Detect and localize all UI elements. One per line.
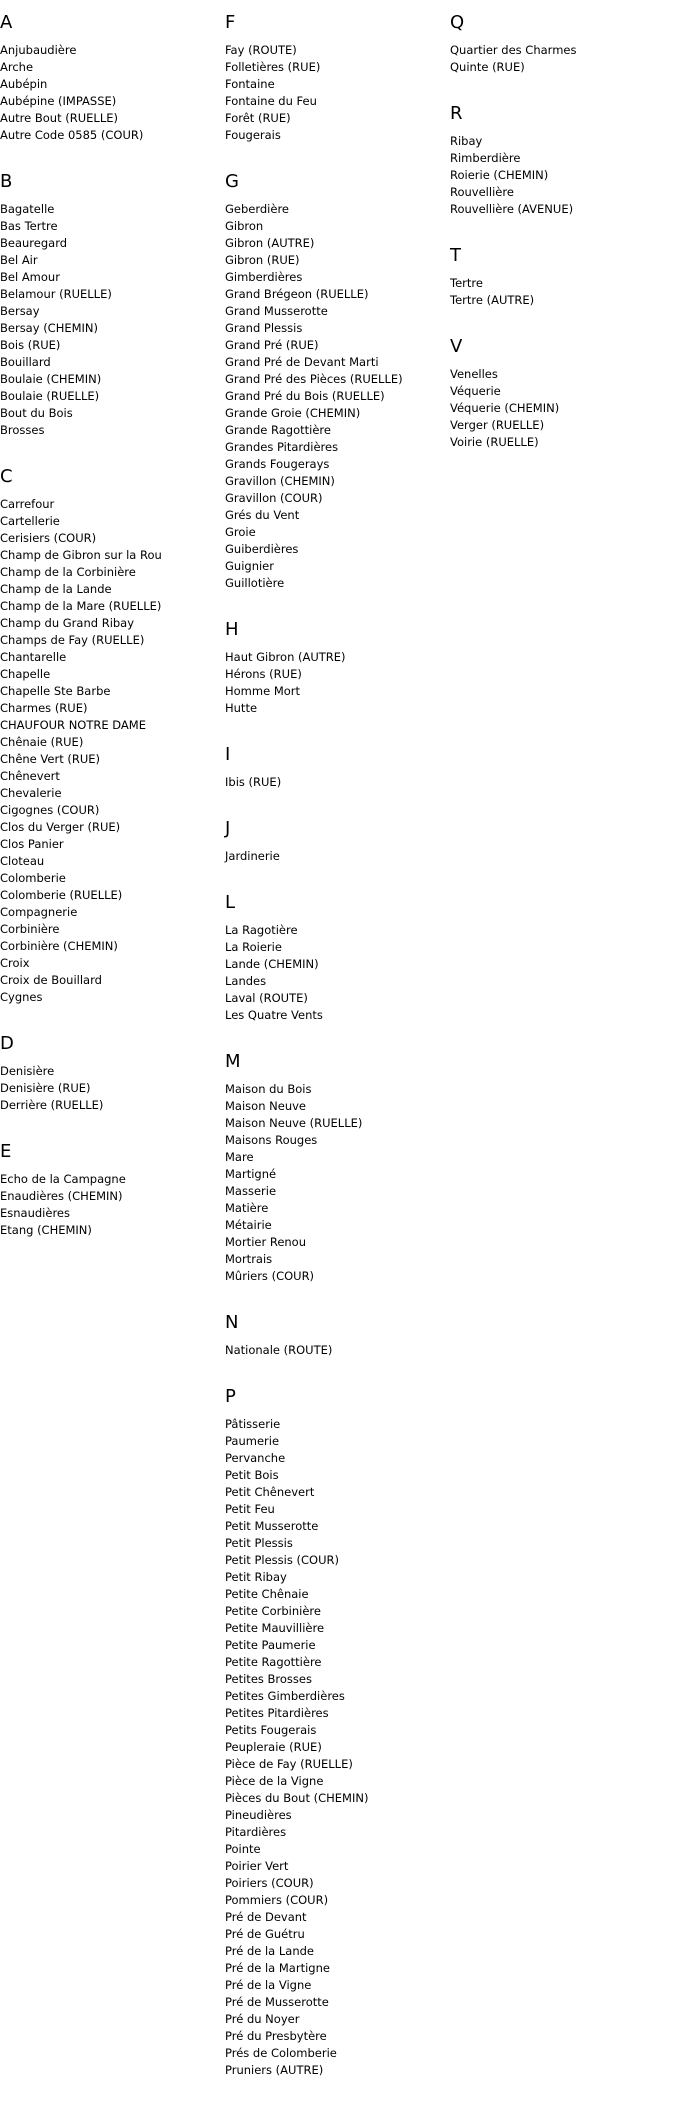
street-column-3 (450, 12, 668, 478)
street-link[interactable]: Colomberie (0, 871, 66, 885)
street-link[interactable]: Fougerais (225, 128, 281, 142)
letter-section-g (225, 171, 443, 592)
letter-heading: A (0, 12, 13, 33)
street-link[interactable]: Nationale (ROUTE) (225, 1343, 333, 1357)
letter-heading: J (225, 818, 231, 839)
street-link[interactable]: Venelles (450, 367, 498, 381)
letter-heading: R (450, 103, 463, 124)
street-link[interactable]: Mûriers (COUR) (225, 1269, 315, 1283)
street-link[interactable]: Pré de Guétru (225, 1927, 305, 1941)
street-link[interactable]: Pré du Noyer (225, 2012, 300, 2026)
street-link[interactable]: Grés du Vent (225, 508, 300, 522)
street-link[interactable]: Jardinerie (225, 849, 280, 863)
street-link[interactable]: Anjubaudière (0, 43, 77, 57)
street-link[interactable]: Carrefour (0, 497, 55, 511)
street-link[interactable]: Bersay (0, 304, 40, 318)
letter-section-h (225, 619, 443, 717)
street-list (450, 366, 668, 451)
street-link[interactable]: Pâtisserie (225, 1417, 281, 1431)
street-link[interactable]: Martigné (225, 1167, 277, 1181)
letter-section-c (0, 466, 218, 1006)
street-link[interactable]: Petites Gimberdières (225, 1689, 345, 1703)
street-link[interactable]: Gibron (AUTRE) (225, 236, 315, 250)
street-link[interactable]: Grand Brégeon (RUELLE) (225, 287, 369, 301)
street-link[interactable]: Boulaie (CHEMIN) (0, 372, 102, 386)
letter-section-e (0, 1141, 218, 1239)
street-link[interactable]: Geberdière (225, 202, 290, 216)
street-link[interactable]: Poiriers (COUR) (225, 1876, 314, 1890)
street-link[interactable]: Maison Neuve (225, 1099, 306, 1113)
street-link[interactable]: Ibis (RUE) (225, 775, 282, 789)
street-link[interactable]: Gibron (RUE) (225, 253, 300, 267)
letter-section-q (450, 12, 668, 76)
street-link[interactable]: Aubépin (0, 77, 48, 91)
street-list (225, 1416, 443, 2079)
street-link[interactable]: Pervanche (225, 1451, 286, 1465)
street-link[interactable]: Denisière (0, 1064, 55, 1078)
street-link[interactable]: Grande Groie (CHEMIN) (225, 406, 361, 420)
street-link[interactable]: Champ du Grand Ribay (0, 616, 135, 630)
street-link[interactable]: Guillotière (225, 576, 285, 590)
street-link[interactable]: Petite Mauvillière (225, 1621, 325, 1635)
street-link[interactable]: Petite Chênaie (225, 1587, 309, 1601)
street-link[interactable]: Autre Bout (RUELLE) (0, 111, 118, 125)
street-link[interactable]: Pièces du Bout (CHEMIN) (225, 1791, 369, 1805)
street-link[interactable]: Petites Pitardières (225, 1706, 329, 1720)
street-list (0, 496, 218, 1006)
street-link[interactable]: Petit Musserotte (225, 1519, 319, 1533)
street-list (0, 1171, 218, 1239)
street-link[interactable]: Hérons (RUE) (225, 667, 302, 681)
street-link[interactable]: Grand Plessis (225, 321, 303, 335)
street-link[interactable]: Landes (225, 974, 267, 988)
street-link[interactable]: Echo de la Campagne (0, 1172, 126, 1186)
street-link[interactable]: Haut Gibron (AUTRE) (225, 650, 346, 664)
street-list (225, 922, 443, 1024)
street-link[interactable]: Véquerie (CHEMIN) (450, 401, 560, 415)
street-link[interactable]: Forêt (RUE) (225, 111, 291, 125)
street-column-2 (225, 12, 443, 2106)
street-link[interactable]: Les Quatre Vents (225, 1008, 323, 1022)
letter-heading: M (225, 1051, 241, 1072)
street-link[interactable]: Pièce de la Vigne (225, 1774, 324, 1788)
street-link[interactable]: Pineudières (225, 1808, 292, 1822)
street-link[interactable]: Colomberie (RUELLE) (0, 888, 123, 902)
street-link[interactable]: Petit Plessis (COUR) (225, 1553, 339, 1567)
street-link[interactable]: Hutte (225, 701, 258, 715)
street-link[interactable]: Bois (RUE) (0, 338, 61, 352)
street-link[interactable]: Champ de la Lande (0, 582, 112, 596)
letter-section-j (225, 818, 443, 865)
street-column-1 (0, 12, 218, 1266)
letter-heading: T (450, 245, 461, 266)
street-link[interactable]: Pruniers (AUTRE) (225, 2063, 324, 2077)
street-link[interactable]: Clos Panier (0, 837, 64, 851)
street-link[interactable]: Pommiers (COUR) (225, 1893, 329, 1907)
street-link[interactable]: Aubépine (IMPASSE) (0, 94, 117, 108)
street-list (225, 649, 443, 717)
street-link[interactable]: Grand Pré des Pièces (RUELLE) (225, 372, 403, 386)
street-link[interactable]: Derrière (RUELLE) (0, 1098, 104, 1112)
street-link[interactable]: Cerisiers (COUR) (0, 531, 97, 545)
street-link[interactable]: Quartier des Charmes (450, 43, 577, 57)
street-link[interactable]: Compagnerie (0, 905, 78, 919)
street-link[interactable]: Chevalerie (0, 786, 62, 800)
letter-heading: B (0, 171, 13, 192)
letter-heading: C (0, 466, 13, 487)
street-link[interactable]: Belamour (RUELLE) (0, 287, 112, 301)
letter-section-m (225, 1051, 443, 1285)
street-link[interactable]: Petite Corbinière (225, 1604, 321, 1618)
letter-heading: I (225, 744, 231, 765)
street-link[interactable]: Chapelle Ste Barbe (0, 684, 111, 698)
street-link[interactable]: Petit Plessis (225, 1536, 293, 1550)
letter-heading: L (225, 892, 236, 913)
street-link[interactable]: Pièce de Fay (RUELLE) (225, 1757, 353, 1771)
street-link[interactable]: Groie (225, 525, 256, 539)
street-link[interactable]: Mortier Renou (225, 1235, 307, 1249)
street-link[interactable]: Chêne Vert (RUE) (0, 752, 101, 766)
street-link[interactable]: Véquerie (450, 384, 501, 398)
letter-section-b (0, 171, 218, 439)
letter-section-l (225, 892, 443, 1024)
street-link[interactable]: Grande Ragottière (225, 423, 331, 437)
street-link[interactable]: Bel Air (0, 253, 38, 267)
street-link[interactable]: Folletières (RUE) (225, 60, 321, 74)
street-link[interactable]: Pré du Presbytère (225, 2029, 327, 2043)
street-list (225, 774, 443, 791)
street-link[interactable]: Bel Amour (0, 270, 60, 284)
street-link[interactable]: Maisons Rouges (225, 1133, 318, 1147)
street-link[interactable]: Prés de Colomberie (225, 2046, 337, 2060)
street-list (0, 42, 218, 144)
letter-section-t (450, 245, 668, 309)
street-link[interactable]: Petit Bois (225, 1468, 279, 1482)
street-list (0, 1063, 218, 1114)
street-link[interactable]: Cygnes (0, 990, 43, 1004)
street-link[interactable]: Charmes (RUE) (0, 701, 88, 715)
street-link[interactable]: Autre Code 0585 (COUR) (0, 128, 144, 142)
letter-heading: V (450, 336, 463, 357)
street-list (450, 133, 668, 218)
street-link[interactable]: Corbinière (0, 922, 60, 936)
letter-section-r (450, 103, 668, 218)
street-link[interactable]: Maison du Bois (225, 1082, 312, 1096)
street-link[interactable]: Gravillon (CHEMIN) (225, 474, 335, 488)
letter-section-p (225, 1386, 443, 2079)
street-link[interactable]: Petits Fougerais (225, 1723, 317, 1737)
street-link[interactable]: Grand Musserotte (225, 304, 328, 318)
letter-heading: P (225, 1386, 236, 1407)
letter-section-n (225, 1312, 443, 1359)
street-link[interactable]: Matière (225, 1201, 269, 1215)
street-link[interactable]: Ribay (450, 134, 483, 148)
street-link[interactable]: Rouvellière (AVENUE) (450, 202, 574, 216)
street-link[interactable]: Bouillard (0, 355, 51, 369)
street-list (225, 201, 443, 592)
street-list (225, 1081, 443, 1285)
street-link[interactable]: Pointe (225, 1842, 261, 1856)
street-link[interactable]: Poirier Vert (225, 1859, 289, 1873)
street-link[interactable]: Mare (225, 1150, 254, 1164)
street-link[interactable]: Pré de la Martigne (225, 1961, 330, 1975)
street-link[interactable]: Petite Ragottière (225, 1655, 322, 1669)
street-link[interactable]: Tertre (AUTRE) (450, 293, 535, 307)
street-link[interactable]: Chênevert (0, 769, 60, 783)
street-link[interactable]: Lande (CHEMIN) (225, 957, 319, 971)
street-link[interactable]: Grand Pré de Devant Marti (225, 355, 379, 369)
street-link[interactable]: Gibron (225, 219, 264, 233)
street-link[interactable]: Rimberdière (450, 151, 521, 165)
street-link[interactable]: Champs de Fay (RUELLE) (0, 633, 145, 647)
street-link[interactable]: Laval (ROUTE) (225, 991, 308, 1005)
street-link[interactable]: Corbinière (CHEMIN) (0, 939, 118, 953)
street-link[interactable]: Guignier (225, 559, 274, 573)
letter-heading: Q (450, 12, 465, 33)
street-link[interactable]: Gravillon (COUR) (225, 491, 323, 505)
street-list (225, 42, 443, 144)
letter-heading: E (0, 1141, 12, 1162)
street-link[interactable]: Champ de la Mare (RUELLE) (0, 599, 162, 613)
street-link[interactable]: La Roierie (225, 940, 282, 954)
street-link[interactable]: Champ de la Corbinière (0, 565, 136, 579)
letter-heading: D (0, 1033, 14, 1054)
letter-section-a (0, 12, 218, 144)
street-link[interactable]: Verger (RUELLE) (450, 418, 545, 432)
street-link[interactable]: Quinte (RUE) (450, 60, 525, 74)
street-link[interactable]: CHAUFOUR NOTRE DAME (0, 718, 146, 732)
street-link[interactable]: Cloteau (0, 854, 45, 868)
street-link[interactable]: Roierie (CHEMIN) (450, 168, 549, 182)
street-link[interactable]: Bas Tertre (0, 219, 58, 233)
street-link[interactable]: Chênaie (RUE) (0, 735, 84, 749)
street-link[interactable]: Beauregard (0, 236, 68, 250)
letter-section-f (225, 12, 443, 144)
street-link[interactable]: Chantarelle (0, 650, 67, 664)
street-link[interactable]: Champ de Gibron sur la Rou (0, 548, 162, 562)
letter-heading: G (225, 171, 239, 192)
street-link[interactable]: Peupleraie (RUE) (225, 1740, 322, 1754)
street-link[interactable]: Pré de Devant (225, 1910, 307, 1924)
street-link[interactable]: Croix (0, 956, 30, 970)
letter-heading: H (225, 619, 239, 640)
street-link[interactable]: Fay (ROUTE) (225, 43, 297, 57)
street-list (225, 848, 443, 865)
street-link[interactable]: Bagatelle (0, 202, 55, 216)
street-link[interactable]: Esnaudières (0, 1206, 70, 1220)
street-link[interactable]: Voirie (RUELLE) (450, 435, 539, 449)
street-link[interactable]: Tertre (450, 276, 483, 290)
street-link[interactable]: Boulaie (RUELLE) (0, 389, 100, 403)
street-link[interactable]: Grandes Pitardières (225, 440, 339, 454)
street-link[interactable]: Bout du Bois (0, 406, 73, 420)
letter-heading: N (225, 1312, 239, 1333)
street-link[interactable]: Cartellerie (0, 514, 60, 528)
street-link[interactable]: Cigognes (COUR) (0, 803, 100, 817)
street-link[interactable]: Petite Paumerie (225, 1638, 316, 1652)
street-link[interactable]: Chapelle (0, 667, 51, 681)
street-link[interactable]: Paumerie (225, 1434, 280, 1448)
street-link[interactable]: Fontaine (225, 77, 275, 91)
street-list (450, 275, 668, 309)
street-link[interactable]: Maison Neuve (RUELLE) (225, 1116, 363, 1130)
street-link[interactable]: Mortrais (225, 1252, 273, 1266)
street-link[interactable]: Brosses (0, 423, 45, 437)
street-link[interactable]: Homme Mort (225, 684, 301, 698)
street-list (450, 42, 668, 76)
street-link[interactable]: Grand Pré (RUE) (225, 338, 319, 352)
street-link[interactable]: Guiberdières (225, 542, 299, 556)
street-link[interactable]: Pré de la Vigne (225, 1978, 312, 1992)
street-link[interactable]: Petit Ribay (225, 1570, 287, 1584)
street-link[interactable]: Petites Brosses (225, 1672, 312, 1686)
street-list (225, 1342, 443, 1359)
street-link[interactable]: Arche (0, 60, 34, 74)
street-link[interactable]: Grand Pré du Bois (RUELLE) (225, 389, 385, 403)
street-link[interactable]: Bersay (CHEMIN) (0, 321, 99, 335)
street-link[interactable]: Petit Chênevert (225, 1485, 315, 1499)
letter-section-d (0, 1033, 218, 1114)
street-link[interactable]: Pitardières (225, 1825, 287, 1839)
letter-section-v (450, 336, 668, 451)
street-link[interactable]: Pré de la Lande (225, 1944, 314, 1958)
street-link[interactable]: Grands Fougerays (225, 457, 330, 471)
street-list (0, 201, 218, 439)
street-link[interactable]: Enaudières (CHEMIN) (0, 1189, 123, 1203)
street-link[interactable]: Denisière (RUE) (0, 1081, 91, 1095)
street-link[interactable]: Rouvellière (450, 185, 514, 199)
street-link[interactable]: Masserie (225, 1184, 277, 1198)
street-link[interactable]: Pré de Musserotte (225, 1995, 329, 2009)
street-link[interactable]: Etang (CHEMIN) (0, 1223, 92, 1237)
street-link[interactable]: Métairie (225, 1218, 272, 1232)
street-link[interactable]: Gimberdières (225, 270, 303, 284)
letter-section-i (225, 744, 443, 791)
street-link[interactable]: Clos du Verger (RUE) (0, 820, 121, 834)
street-link[interactable]: Croix de Bouillard (0, 973, 102, 987)
street-link[interactable]: La Ragotière (225, 923, 298, 937)
letter-heading: F (225, 12, 236, 33)
street-link[interactable]: Petit Feu (225, 1502, 275, 1516)
street-link[interactable]: Fontaine du Feu (225, 94, 317, 108)
